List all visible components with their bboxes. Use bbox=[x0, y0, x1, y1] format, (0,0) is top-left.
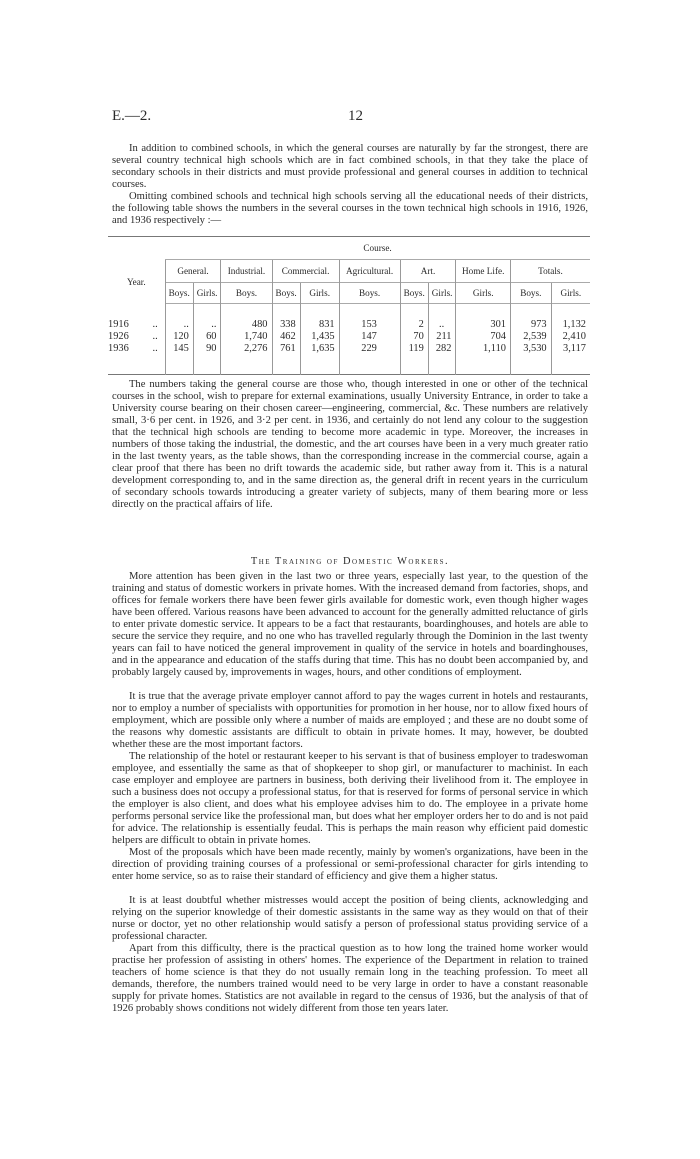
table-cell: 3,117 bbox=[551, 342, 590, 354]
table-cell: 145 bbox=[165, 342, 193, 354]
table-cell: 120 bbox=[165, 330, 193, 342]
table-row bbox=[108, 318, 590, 330]
page-header bbox=[112, 108, 588, 128]
table-cell: 282 bbox=[428, 342, 456, 354]
section-heading: The Training of Domestic Workers. bbox=[250, 556, 450, 567]
body-paragraph: It is true that the average private employer cannot afford to pay the wages current in hotels and restaurants, nor to employ a number of specialists with opportunities for promotion in her house, nor to allow fixed hours of employment, which are possible only where a number of maids are employed ; and these are no doubt some of the reasons why domestic assistants are difficult to obtain in private homes. It may, however, be doubted whether these are the most important factors. bbox=[112, 691, 588, 750]
sub-header: Girls. bbox=[428, 283, 456, 304]
row-leader: .. bbox=[152, 342, 158, 354]
table-cell: 1,435 bbox=[300, 330, 339, 342]
document-code: E.—2. bbox=[112, 108, 152, 124]
table-cell: 90 bbox=[193, 342, 221, 354]
table-cell: 3,530 bbox=[510, 342, 551, 354]
row-year: 1926 bbox=[108, 330, 129, 342]
body-paragraph: Apart from this difficulty, there is the practical question as to how long the trained home worker would practise her profession of assisting in others' homes. The experience of the Department in relation to trained teachers of home science is that they do not usually remain long in the teaching profession. To meet all demands, therefore, the numbers trained would need to be very large in order to have a constant reasonable supply for private homes. Statistics are not available in regard to the census of 1936, but the analysis of that of 1926 probably shows conditions not widely different from those ten years later. bbox=[112, 943, 588, 1014]
sub-header: Boys. bbox=[339, 283, 400, 304]
table-cell: .. bbox=[428, 318, 456, 330]
table-cell: 2,276 bbox=[221, 342, 272, 354]
course-numbers-table bbox=[108, 236, 590, 375]
table-cell: 1,110 bbox=[456, 342, 511, 354]
table-cell: 211 bbox=[428, 330, 456, 342]
sub-header: Boys. bbox=[272, 283, 300, 304]
row-year: 1936 bbox=[108, 342, 129, 354]
table-cell: 70 bbox=[400, 330, 428, 342]
body-paragraph: Most of the proposals which have been made recently, mainly by women's organizations, have been in the direction of providing training courses of a professional or semi-professional character for girls intending to enter home service, so as to raise their standard of efficiency and give them a higher status. bbox=[112, 847, 588, 882]
intro-paragraph: Omitting combined schools and technical high schools serving all the educational needs of their districts, the following table shows the numbers in the several courses in the town technical high schools in 1916, 1926, and 1936 respectively :— bbox=[112, 191, 588, 226]
table-cell: 229 bbox=[339, 342, 400, 354]
page-number: 12 bbox=[348, 108, 363, 124]
body-paragraph: The relationship of the hotel or restaurant keeper to his servant is that of business employer to tradeswoman employee, and essentially the same as that of shopkeeper to shop girl, or manufacturer to machinist. In each case employer and employee are partners in business, both deriving their livelihood from it. The employee in such a business does not occupy a professional status, for that is reserved for forms of personal service in which the employer is also client, and does what his employee advises him to do. The employee in a private home performs personal service like the professional man, but does what her employer orders her to do and is not paid for advice. The relationship is essentially feudal. This is perhaps the main reason why efficient paid domestic helpers are difficult to obtain in private homes. bbox=[112, 751, 588, 846]
table-cell: 119 bbox=[400, 342, 428, 354]
course-header: Art. bbox=[400, 260, 456, 283]
course-header: Industrial. bbox=[221, 260, 272, 283]
intro-paragraph: In addition to combined schools, in which the general courses are naturally by far the strongest, there are several country technical high schools which are in fact combined schools, in that they take the place of secondary schools in their districts and must provide professional and general courses in addition to technical courses. bbox=[112, 143, 588, 190]
course-header: Home Life. bbox=[456, 260, 511, 283]
sub-header: Girls. bbox=[193, 283, 221, 304]
sub-header: Boys. bbox=[510, 283, 551, 304]
year-column-header: Year. bbox=[126, 276, 146, 287]
table-cell: 1,635 bbox=[300, 342, 339, 354]
table-cell: 1,132 bbox=[551, 318, 590, 330]
table-cell: 60 bbox=[193, 330, 221, 342]
course-header: Commercial. bbox=[272, 260, 339, 283]
sub-header: Girls. bbox=[551, 283, 590, 304]
row-year: 1916 bbox=[108, 318, 129, 330]
table-cell: 301 bbox=[456, 318, 511, 330]
sub-header: Boys. bbox=[165, 283, 193, 304]
table-cell: 761 bbox=[272, 342, 300, 354]
course-header: Agricultural. bbox=[339, 260, 400, 283]
table-row bbox=[108, 342, 590, 354]
course-header: Totals. bbox=[510, 260, 590, 283]
table-cell: 2 bbox=[400, 318, 428, 330]
course-header: General. bbox=[165, 260, 221, 283]
sub-header: Boys. bbox=[400, 283, 428, 304]
body-paragraph: The numbers taking the general course are those who, though interested in one or other of the technical courses in the school, wish to prepare for external examinations, usually University Entrance, in order to take a University course bearing on their chosen career—engineering, commercial, &c. These numbers are relatively small, 3·6 per cent. in 1926, and 3·2 per cent. in 1936, and certainly do not lend any colour to the suggestion that the technical high schools are tending to become more academic in type. Moreover, the increases in numbers of those taking the industrial, the domestic, and the art courses have been in a very much greater ratio in the last twenty years, as the table shows, than the corresponding increase in the commercial course, again a clear proof that there has been no drift towards the academic side, but rather away from it. This is a natural development corresponding to, and in the same direction as, the general drift in recent years in the curriculum of secondary schools towards introducing a greater variety of subjects, many of them bearing more or less directly on the practical affairs of life. bbox=[112, 379, 588, 510]
table-cell: 2,410 bbox=[551, 330, 590, 342]
table-cell: 973 bbox=[510, 318, 551, 330]
table-cell: 338 bbox=[272, 318, 300, 330]
table-row bbox=[108, 330, 590, 342]
table-cell: 2,539 bbox=[510, 330, 551, 342]
course-group-header: Course. bbox=[363, 243, 392, 253]
row-leader: .. bbox=[152, 318, 158, 330]
body-paragraph: It is at least doubtful whether mistresses would accept the position of being clients, acknowledging and relying on the superior knowledge of their domestic assistants in the same way as they would on that of their nurse or doctor, yet no other relationship would satisfy a person of professional status providing service of a professional character. bbox=[112, 895, 588, 942]
table-cell: 704 bbox=[456, 330, 511, 342]
table-cell: .. bbox=[193, 318, 221, 330]
table-cell: 462 bbox=[272, 330, 300, 342]
table-cell: 1,740 bbox=[221, 330, 272, 342]
sub-header: Girls. bbox=[300, 283, 339, 304]
sub-header: Boys. bbox=[221, 283, 272, 304]
table-cell: 831 bbox=[300, 318, 339, 330]
sub-header: Girls. bbox=[456, 283, 511, 304]
table-cell: 147 bbox=[339, 330, 400, 342]
table-cell: 153 bbox=[339, 318, 400, 330]
table-cell: .. bbox=[165, 318, 193, 330]
body-paragraph: More attention has been given in the last two or three years, especially last year, to the question of the training and status of domestic workers in private homes. With the increased demand from factories, shops, and offices for female workers there have been fewer girls available for domestic work, even though higher wages have been offered. Various reasons have been advanced to account for the generally admitted reluctance of girls to enter private domestic service. It appears to be a fact that restaurants, boardinghouses, and hotels are able to secure the service they require, and no one who has travelled regularly through the Dominion in the last twenty years can fail to have noticed the general improvement in quality of the service in hotels and boardinghouses, and in the appearance and education of the staffs during that time. This has no doubt been accompanied by, and probably largely caused by, improvements in wages, hours, and other conditions of employment. bbox=[112, 571, 588, 678]
table-cell: 480 bbox=[221, 318, 272, 330]
row-leader: .. bbox=[152, 330, 158, 342]
